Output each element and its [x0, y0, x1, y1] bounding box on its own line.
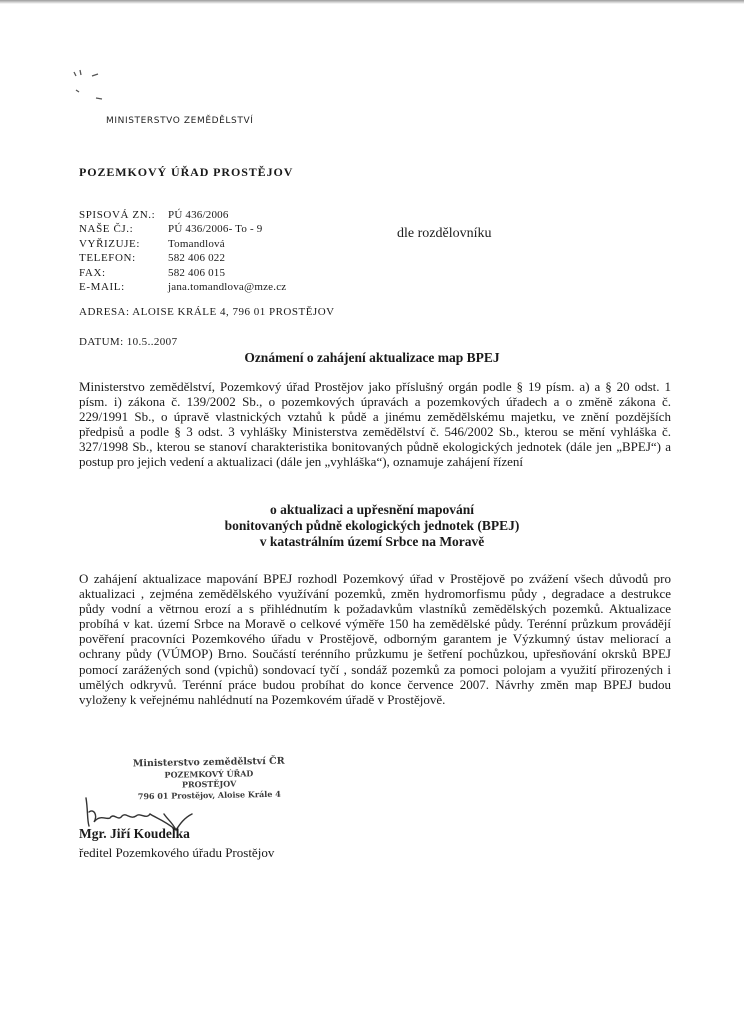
meta-label: VYŘIZUJE:	[79, 237, 141, 250]
ministry-logo-icon	[66, 62, 126, 106]
meta-label: SPISOVÁ ZN.:	[79, 209, 156, 221]
stamp-line: 796 01 Prostějov, Aloise Krále 4	[137, 788, 281, 801]
meta-label: NAŠE ČJ.:	[79, 223, 134, 236]
meta-row	[79, 237, 286, 251]
stamp-line: PROSTĚJOV	[181, 778, 237, 790]
address-line: ADRESA: ALOISE KRÁLE 4, 796 01 PROSTĚJOV	[79, 306, 335, 318]
meta-row	[79, 222, 286, 236]
meta-row	[79, 280, 286, 294]
signer-role: ředitel Pozemkového úřadu Prostějov	[79, 845, 275, 860]
signer-name: Mgr. Jiří Koudelka	[79, 826, 190, 841]
stamp-line: Ministerstvo zemědělství ČR	[132, 755, 285, 770]
reference-block	[79, 208, 286, 294]
subject-line: bonitovaných půdně ekologických jednotek (BPEJ)	[224, 518, 520, 533]
meta-value: PÚ 436/2006	[168, 209, 229, 221]
recipient: dle rozdělovníku	[397, 226, 492, 241]
meta-value: 582 406 022	[168, 252, 226, 265]
subject-line: v katastrálním území Srbce na Moravě	[259, 534, 485, 549]
scan-edge	[0, 0, 744, 4]
meta-label: FAX:	[79, 266, 106, 279]
email-value: jana.tomandlova@mze.cz	[168, 281, 287, 294]
meta-value: PÚ 436/2006- To - 9	[168, 223, 263, 236]
ministry-header: MINISTERSTVO ZEMĚDĚLSTVÍ	[106, 116, 254, 126]
subject-block	[0, 502, 744, 550]
stamp-line: POZEMKOVÝ ÚŘAD	[164, 767, 254, 780]
date-line: DATUM: 10.5..2007	[79, 336, 178, 348]
meta-row	[79, 208, 286, 222]
subject-line: o aktualizaci a upřesnění mapování	[269, 502, 475, 517]
meta-label: TELEFON:	[79, 252, 136, 265]
meta-row	[79, 251, 286, 265]
meta-label: E-MAIL:	[79, 281, 125, 294]
intro-paragraph: Ministerstvo zemědělství, Pozemkový úřad Prostějov jako příslušný orgán podle § 19 písm. a) a § 20 odst. 1 písm. i) zákona č. 139/2002 Sb., o pozemkových úpravách a pozemkových úřadech a o změně zákona č. 229/1991 Sb., o úpravě vlastnických vztahů k půdě a jinému zemědělskému majetku, ve znění pozdějších předpisů a podle § 3 odst. 3 vyhlášky Ministerstva zemědělství č. 546/2002 Sb., kterou se mění vyhláška č. 327/1998 Sb., kterou se stanoví charakteristika bonitovaných půdně ekologických jednotek (dále jen „BPEJ“) a postup pro jejich vedení a aktualizaci (dále jen „vyhláška“), oznamuje zahájení řízení	[79, 379, 671, 470]
document-title: Oznámení o zahájení aktualizace map BPEJ	[244, 350, 500, 365]
meta-row	[79, 266, 286, 280]
body-paragraph: O zahájení aktualizace mapování BPEJ rozhodl Pozemkový úřad v Prostějově po zvážení všech důvodů pro aktualizaci , zejména zemědělského využívání pozemků, změn hydromorfismu půdy , degradace a destrukce půdy vodní a větrnou erozí a s přihlédnutím k požadavkům vlastníků zemědělských pozemků. Aktualizace probíhá v kat. území Srbce na Moravě o celkové výměře 150 ha zemědělské půdy. Terénní průzkum provádějí pověření pracovníci Pozemkového úřadu v Prostějově, odborným garantem je Výzkumný ústav meliorací a ochrany půdy (VÚMOP) Brno. Součástí terénního průzkumu je šetření pochůzkou, upřesňování okrsků BPEJ pomocí zarážených sond (vpichů) sondovací tyčí , sondáž pozemků za pomoci polojam a využití přirozených i umělých odkryvů. Terénní práce budou probíhat do konce července 2007. Návrhy změn map BPEJ budou vyloženy k veřejnému nahlédnutí na Pozemkovém úřadě v Prostějově.	[79, 571, 671, 707]
meta-value: 582 406 015	[168, 266, 226, 279]
office-name: POZEMKOVÝ ÚŘAD PROSTĚJOV	[79, 165, 294, 179]
meta-value: Tomandlová	[168, 237, 225, 250]
